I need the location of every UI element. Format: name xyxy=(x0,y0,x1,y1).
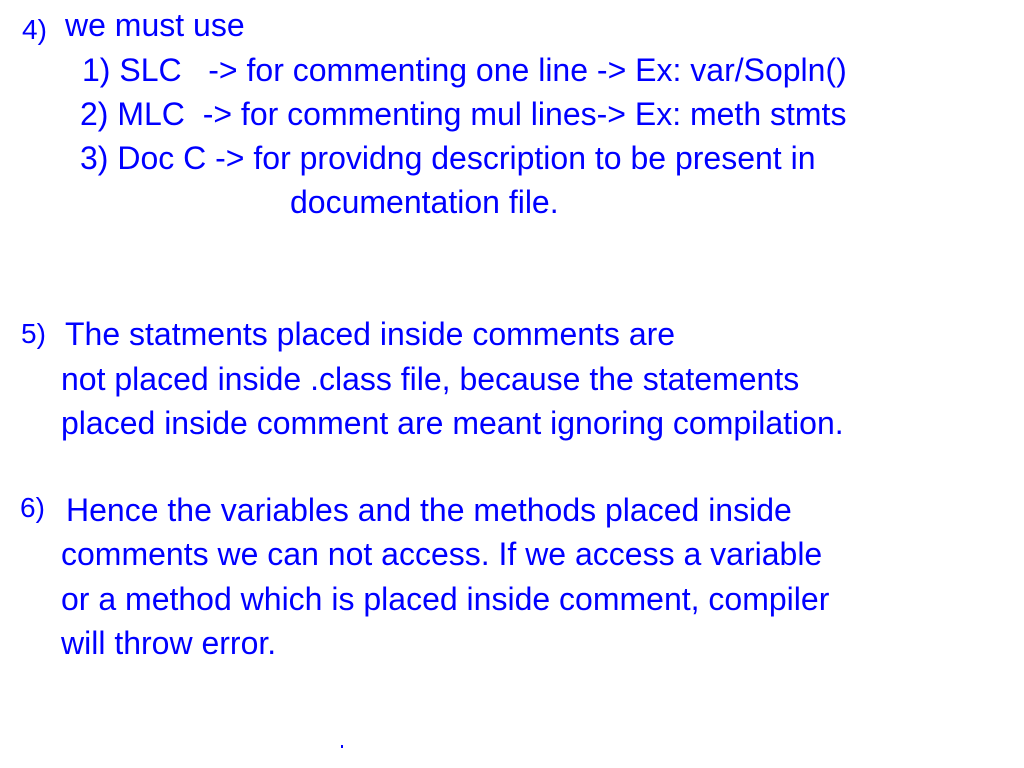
section-5-line-1: The statments placed inside comments are xyxy=(65,316,676,352)
section-4-number: 4) xyxy=(22,14,47,45)
section-6-number: 6) xyxy=(20,492,45,523)
section-5-line-3: placed inside comment are meant ignoring compilation. xyxy=(61,405,844,441)
section-5-line-2: not placed inside .class file, because the statements xyxy=(61,361,800,397)
section-6-line-1: Hence the variables and the methods placed inside xyxy=(66,492,792,528)
section-6-line-3: or a method which is placed inside comment, compiler xyxy=(61,581,830,617)
section-4-item-1: 1) SLC -> for commenting one line -> Ex: var/Sopln() xyxy=(82,52,847,88)
stray-dot xyxy=(341,745,343,748)
section-4-item-2: 2) MLC -> for commenting mul lines-> Ex: meth stmts xyxy=(80,96,847,132)
section-4-item-3: 3) Doc C -> for providng description to be present in xyxy=(80,140,816,176)
section-4-heading: we must use xyxy=(65,7,245,43)
section-5-number: 5) xyxy=(21,318,46,349)
section-4-item-3-continuation: documentation file. xyxy=(290,184,559,220)
section-6-line-4: will throw error. xyxy=(61,625,277,661)
section-6-line-2: comments we can not access. If we access a variable xyxy=(61,536,823,572)
